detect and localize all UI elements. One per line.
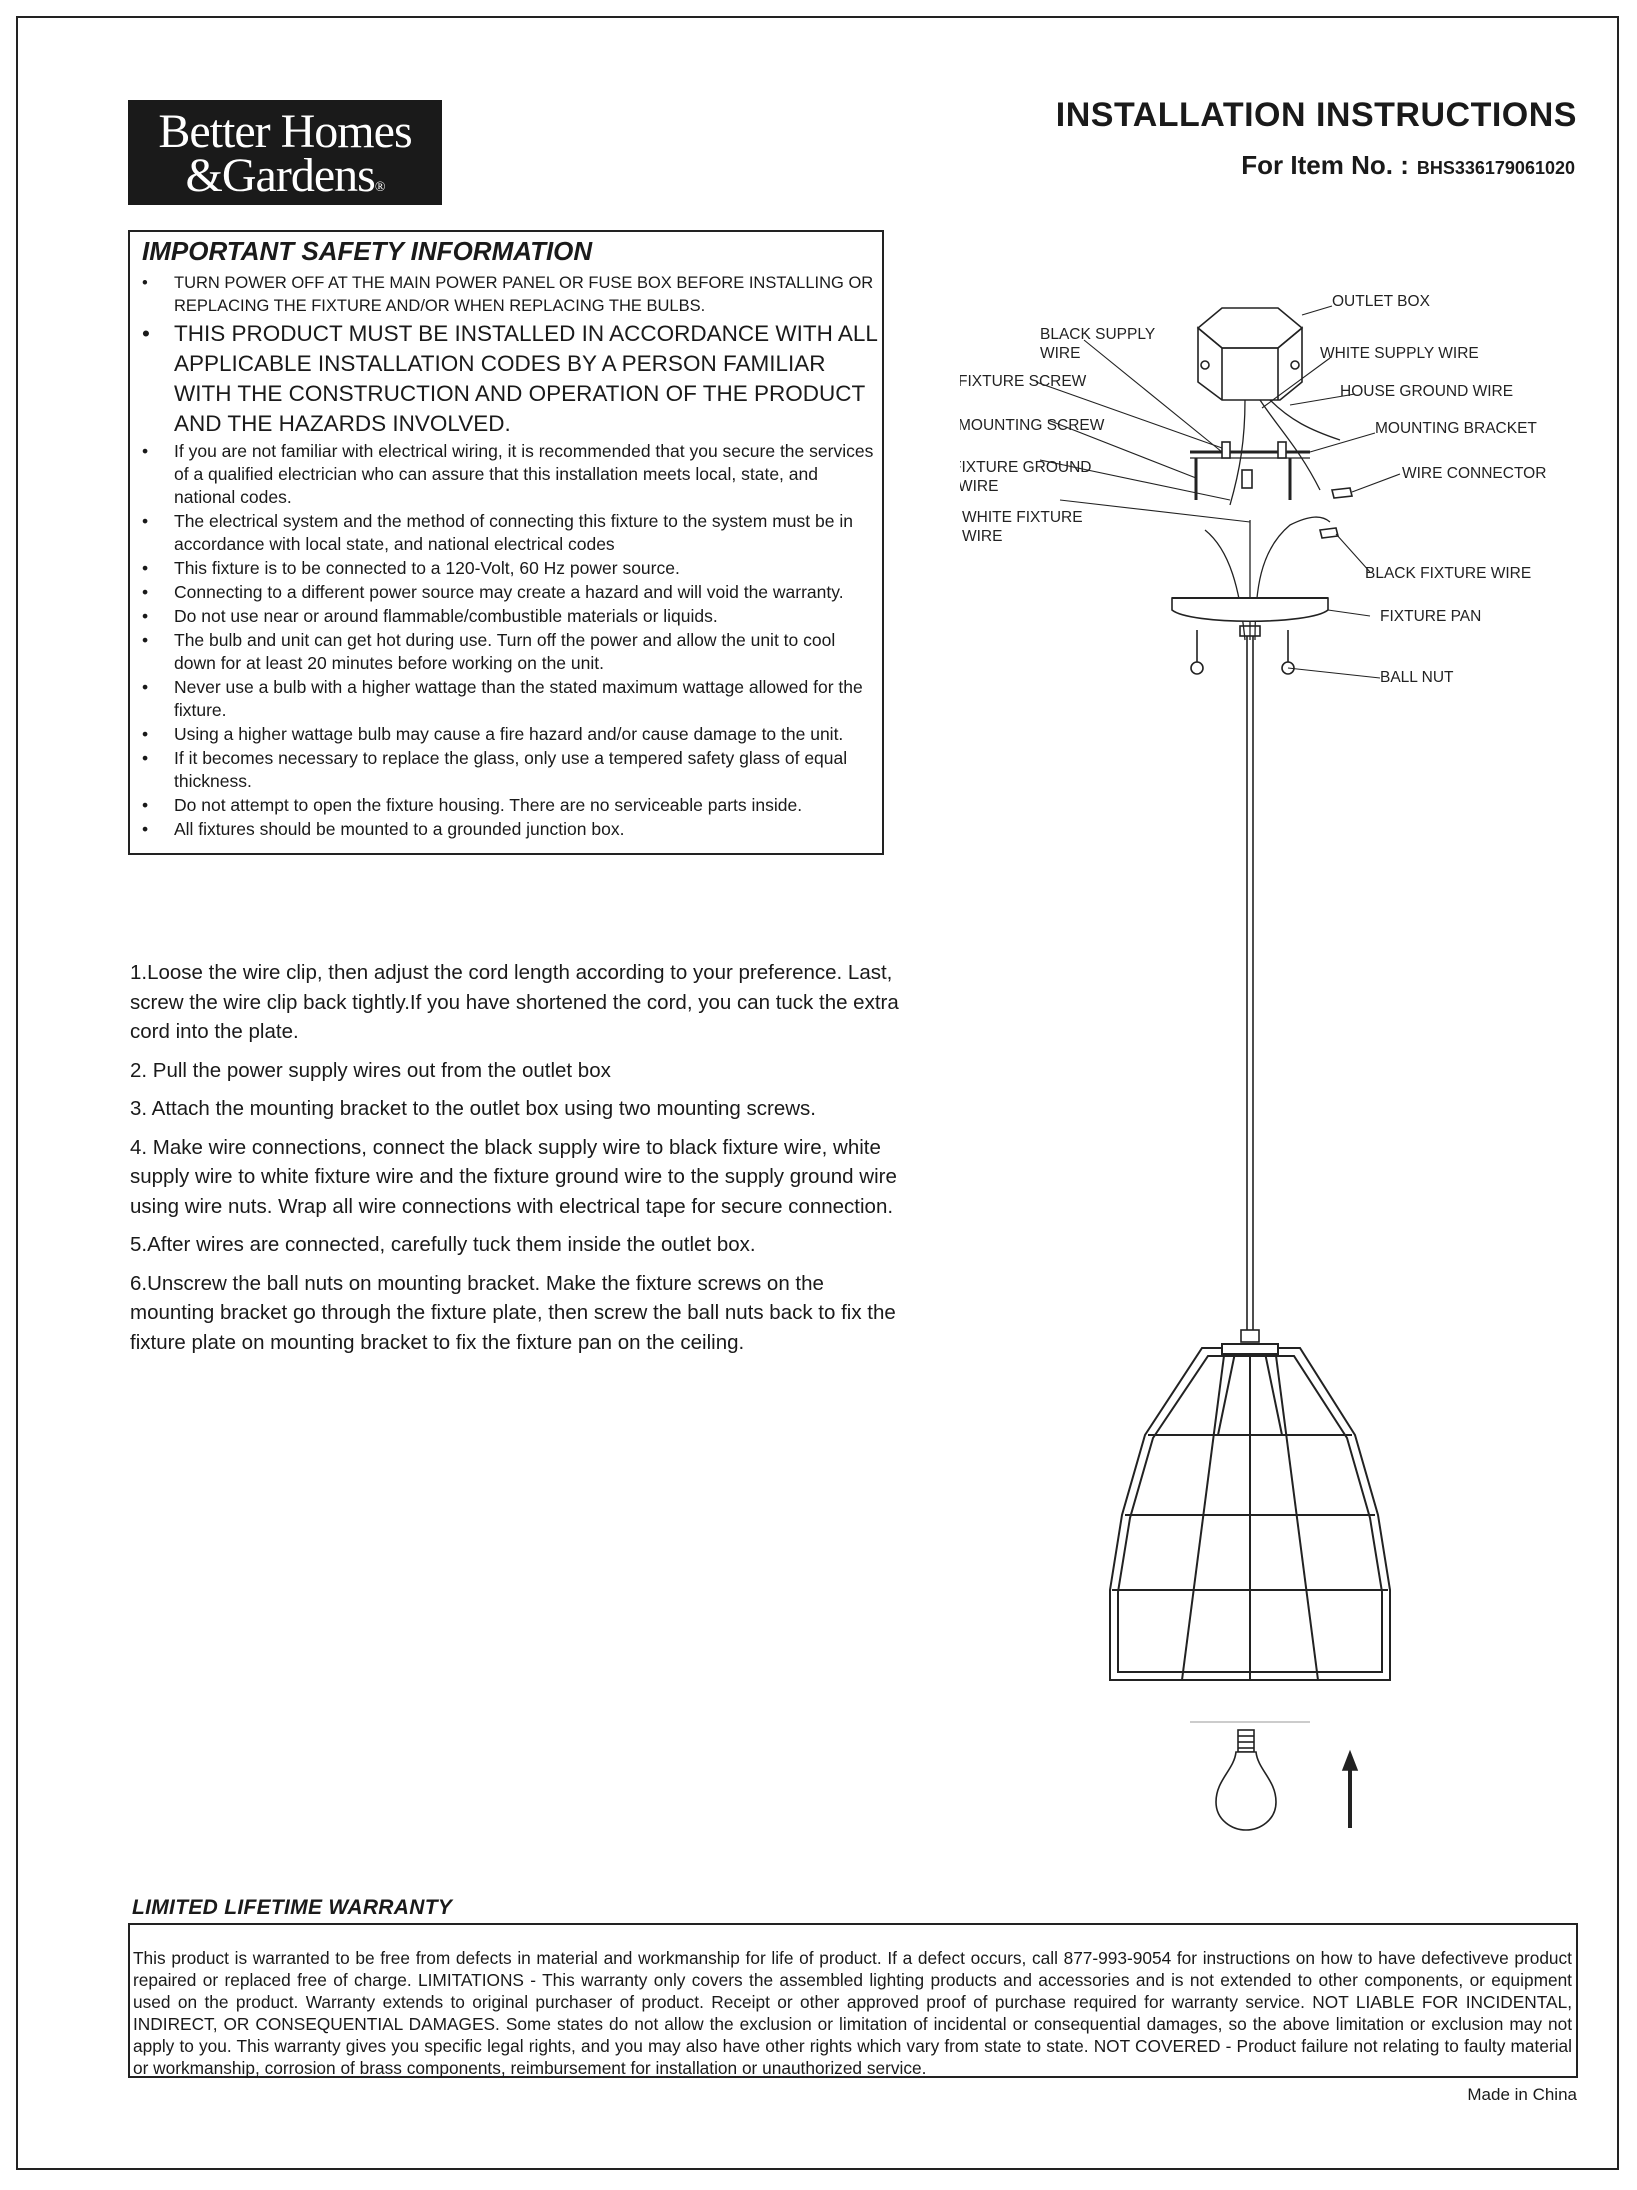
label-wire-connector: WIRE CONNECTOR [1402, 465, 1547, 482]
safety-item: • TURN POWER OFF AT THE MAIN POWER PANEL OR FUSE BOX BEFORE INSTALLING OR REPLACING THE FIXTURE AND/OR WHEN REPLACING THE BULBS. [130, 272, 878, 318]
up-arrow-icon [1343, 1752, 1357, 1828]
warranty-text: This product is warranted to be free from defects in material and workmanship for life of product. If a defect occurs, call 877-993-9054 for instructions on how to have defectiveve product repaired or replaced free of charge. LIMITATIONS - This warranty only covers the assembled lighting products and accessories and is not extended to other components, or equipment used on the product. Warranty extends to original purchaser of product. Receipt or other approved proof of purchase required for warranty service. NOT LIABLE FOR INCIDENTAL, INDIRECT, OR CONSEQUENTIAL DAMAGES. Some states do not allow the exclusion or limitation of incidental or consequential damages, so the above limitation or exclusion may not apply to you. This warranty gives you specific legal rights, and you may also have other rights which vary from state to state. NOT COVERED - Product failure not relating to faulty material or workmanship, corrosion of brass components, reimbursement for installation or unauthorized service. [133, 1948, 1572, 2078]
warranty-title: LIMITED LIFETIME WARRANTY [132, 1896, 453, 1919]
label-mounting-bracket: MOUNTING BRACKET [1375, 420, 1537, 437]
safety-item: • This fixture is to be connected to a 120-Volt, 60 Hz power source. [130, 557, 878, 580]
brand-logo [128, 100, 442, 205]
label-black-supply-1: BLACK SUPPLY [1040, 326, 1156, 343]
label-house-ground: HOUSE GROUND WIRE [1340, 383, 1514, 400]
step-2: 2. Pull the power supply wires out from the outlet box [130, 1058, 611, 1082]
warranty-box [128, 1923, 1578, 2078]
cage-shade-drawing [1110, 1344, 1390, 1680]
safety-list [130, 272, 878, 842]
item-number-line [1241, 150, 1575, 181]
step-1: 1.Loose the wire clip, then adjust the cord length according to your preference. Last, screw the wire clip back tightly.If you have shortened the cord, you can tuck the extra cord into the plate. [130, 961, 899, 1043]
fixture-diagram [960, 290, 1600, 1850]
step-5: 5.After wires are connected, carefully tuck them inside the outlet box. [130, 1233, 756, 1256]
brand-line-2-text: &Gardens [185, 149, 375, 202]
brand-line-1: Better Homes [158, 105, 412, 158]
step-6: 6.Unscrew the ball nuts on mounting bracket. Make the fixture screws on the mounting bracket go through the fixture plate, then screw the ball nuts back to fix the fixture plate on mounting bracket to fix the fixture pan on the ceiling. [130, 1271, 896, 1354]
label-fixture-pan: FIXTURE PAN [1380, 608, 1482, 625]
page-title: INSTALLATION INSTRUCTIONS [1055, 96, 1577, 134]
safety-item: • All fixtures should be mounted to a grounded junction box. [130, 818, 878, 841]
step-4: 4. Make wire connections, connect the black supply wire to black fixture wire, white supply wire to white fixture wire and the fixture ground wire to the supply ground wire using wire nuts. Wrap all wire connections with electrical tape for secure connection. [130, 1135, 897, 1218]
brand-line-2 [128, 149, 442, 212]
ball-nut-left [1191, 662, 1203, 674]
label-fixture-ground-2: WIRE [960, 478, 999, 495]
safety-item: • If you are not familiar with electrical wiring, it is recommended that you secure the services of a qualified electrician who can assure that this installation meets local, state, and national codes. [130, 440, 878, 509]
brand-registered-mark: ® [374, 180, 385, 195]
safety-item: • Never use a bulb with a higher wattage than the stated maximum wattage allowed for the fixture. [130, 676, 878, 722]
made-in-label: Made in China [1467, 2085, 1577, 2104]
safety-item: • The bulb and unit can get hot during use. Turn off the power and allow the unit to cool down for at least 20 minutes before working on the unit. [130, 629, 878, 675]
label-fixture-ground-1: FIXTURE GROUND [960, 459, 1092, 476]
safety-info-box [128, 230, 884, 855]
safety-item: • If it becomes necessary to replace the glass, only use a tempered safety glass of equal thickness. [130, 747, 878, 793]
safety-item: • Using a higher wattage bulb may cause a fire hazard and/or cause damage to the unit. [130, 723, 878, 746]
safety-item: • Do not use near or around flammable/combustible materials or liquids. [130, 605, 878, 628]
fixture-diagram-svg [960, 290, 1600, 1850]
label-black-fixture: BLACK FIXTURE WIRE [1365, 565, 1532, 582]
label-white-fixture-1: WHITE FIXTURE [962, 509, 1083, 526]
item-number-label: For Item No. : [1241, 150, 1409, 180]
label-outlet-box: OUTLET BOX [1332, 293, 1430, 310]
bulb-drawing [1216, 1730, 1276, 1830]
safety-item: • THIS PRODUCT MUST BE INSTALLED IN ACCORDANCE WITH ALL APPLICABLE INSTALLATION CODES BY A PERSON FAMILIAR WITH THE CONSTRUCTION AND OPERATION OF THE PRODUCT AND THE HAZARDS INVOLVED. [130, 319, 878, 439]
label-white-supply: WHITE SUPPLY WIRE [1320, 345, 1479, 362]
mounting-bracket-drawing [1190, 442, 1310, 500]
safety-title: IMPORTANT SAFETY INFORMATION [142, 236, 593, 266]
item-number-value: BHS336179061020 [1416, 158, 1575, 178]
label-ball-nut: BALL NUT [1380, 669, 1454, 686]
label-black-supply-2: WIRE [1040, 345, 1081, 362]
label-mounting-screw: MOUNTING SCREW [960, 417, 1105, 434]
safety-item: • The electrical system and the method of connecting this fixture to the system must be in accordance with local state, and national electrical codes [130, 510, 878, 556]
safety-item: • Do not attempt to open the fixture housing. There are no serviceable parts inside. [130, 794, 878, 817]
label-white-fixture-2: WIRE [962, 528, 1003, 545]
safety-item: • Connecting to a different power source may create a hazard and will void the warranty. [130, 581, 878, 604]
outlet-box-drawing [1198, 308, 1302, 400]
label-fixture-screw: FIXTURE SCREW [960, 373, 1087, 390]
step-3: 3. Attach the mounting bracket to the outlet box using two mounting screws. [130, 1097, 816, 1120]
installation-steps [130, 958, 910, 1366]
